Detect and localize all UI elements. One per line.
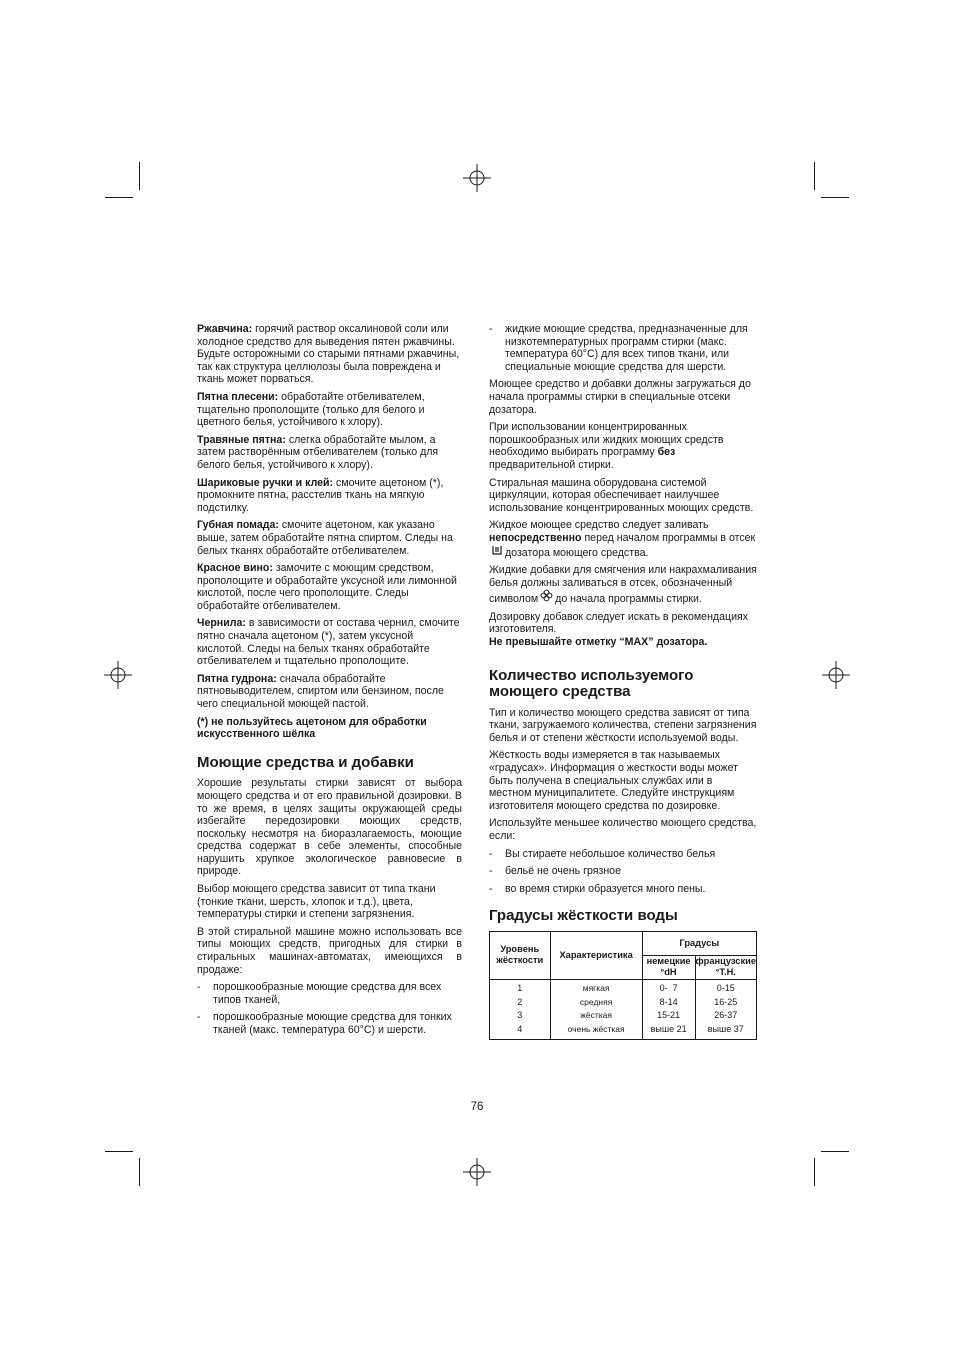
softener-flower-icon	[540, 589, 553, 602]
header-characteristic: Характеристика	[550, 931, 642, 979]
registration-mark-icon	[822, 661, 850, 689]
hardness-heading: Градусы жёсткости воды	[489, 907, 678, 925]
stain-paragraph: Губная помада: смочите ацетоном, как указано выше, затем обработайте пятна спиртом. Следы на белых тканях обработайте отбеливателем.	[197, 519, 453, 557]
detergents-paragraph: Выбор моющего средства зависит от типа ткани (тонкие ткани, шерсть, хлопок и т.д.), цвета, температуры стирки и степени загрязнения.	[197, 883, 436, 921]
load-paragraph: Моющее средство и добавки должны загружаться до начала программы стирки в специальные отсеки дозатора.	[489, 378, 751, 416]
stain-paragraph: Травяные пятна: слегка обработайте мылом, а затем растворённым отбеливателем (только для белого белья, устойчивого к хлору).	[197, 433, 439, 471]
circulation-paragraph: Стиральная машина оборудована системой циркуляции, которая обеспечивает наилучшее использование концентрированных моющих средств.	[489, 476, 754, 514]
list-item: - порошкообразные моющие средства для тонких тканей (макс. температура 60°C) и шерсти.	[197, 1011, 452, 1036]
dosage-paragraph: Дозировку добавок следует искать в рекомендациях изготовителя.	[489, 610, 749, 636]
crop-mark	[821, 197, 849, 198]
table-cell: очень жёсткая	[567, 1023, 625, 1034]
acetone-warning: (*) не пользуйтесь ацетоном для обработки искусственного шёлка	[197, 715, 427, 741]
french-cell	[695, 979, 756, 1039]
left-column	[197, 323, 462, 1042]
table-cell: жёсткая	[580, 1010, 613, 1021]
max-warning: Не превышайте отметку “MAX” дозатора.	[489, 636, 708, 649]
table-cell: 3	[517, 1010, 523, 1021]
list-item: - бельё не очень грязное	[489, 865, 621, 878]
header-level: Уровень жёсткости	[490, 931, 551, 979]
table-cell: выше 21	[650, 1023, 687, 1034]
quantity-paragraph: Используйте меньшее количество моющего средства, если:	[489, 817, 757, 842]
table-cell: 16-25	[714, 996, 738, 1007]
header-german: немецкие °dH	[642, 955, 695, 979]
stain-paragraph: Чернила: в зависимости от состава чернил, смочите пятно сначала ацетоном (*), затем уксусной кислотой. Следы на белых тканях обработайте отбеливателем и тщательно прополощите.	[197, 617, 460, 668]
quantity-paragraph: Тип и количество моющего средства зависят от типа ткани, загружаемого количества, степени загрязнения белья и от степени жёсткости используемой воды.	[489, 706, 757, 744]
main-wash-compartment-icon	[491, 545, 503, 556]
registration-mark-icon	[104, 661, 132, 689]
table-cell: средняя	[579, 996, 613, 1007]
crop-mark	[139, 162, 140, 190]
table-cell: 2	[517, 996, 523, 1007]
list-item: - порошкообразные моющие средства для всех типов тканей,	[197, 981, 442, 1006]
crop-mark	[105, 197, 133, 198]
detergents-heading: Моющие средства и добавки	[197, 753, 414, 771]
liquid-detergent-paragraph: Жидкое моющее средство следует заливать непосредственно перед началом программы в отсекдозатора моющего средства.	[489, 519, 756, 559]
stain-paragraph: Шариковые ручки и клей: смочите ацетоном (*), промокните пятна, расстелив ткань на мягкую подстилку.	[197, 476, 444, 514]
level-cell	[490, 979, 551, 1039]
table-cell: 26-37	[714, 1010, 738, 1021]
page-number: 76	[470, 1101, 484, 1113]
concentrated-paragraph: При использовании концентрированных порошкообразных или жидких моющих средств необходимо выбирать программу без предварительной стирки.	[489, 421, 724, 471]
stain-paragraph: Ржавчина: горячий раствор оксалиновой соли или холодное средство для выведения пятен ржавчины. Будьте осторожными со старыми пятнами ржавчины, так как структура целлюлозы была повреждена и ткань может порваться.	[197, 323, 460, 386]
stain-paragraph: Пятна плесени: обработайте отбеливателем, тщательно прополощите (только для белого и цветного белья, устойчивого к хлору).	[197, 390, 425, 429]
header-degrees: Градусы	[642, 931, 756, 955]
characteristic-cell	[550, 979, 642, 1039]
crop-mark	[105, 1151, 133, 1152]
list-item: - во время стирки образуется много пены.	[489, 882, 706, 895]
additives-paragraph: Жидкие добавки для смягчения или накрахмаливания белья должны заливаться в отсек, обозначенный символом до начала программы стирки.	[489, 564, 757, 606]
list-item: - Вы стираете небольшое количество белья	[489, 847, 716, 860]
list-item: - жидкие моющие средства, предназначенные для низкотемпературных программ стирки (макс. температура 60°C) для всех типов ткани, или специальные моющие средства для шерсти.	[489, 323, 748, 373]
quantity-heading: Количество используемого моющего средства	[489, 666, 694, 701]
stain-paragraph: Красное вино: замочите с моющим средством, прополощите и обработайте уксусной или лимонной кислотой, после чего прополощите. Следы обработайте отбеливателем.	[197, 562, 457, 612]
stain-paragraph: Пятна гудрона: сначала обработайте пятновыводителем, спиртом или бензином, после чего специальной моющей пастой.	[197, 672, 444, 711]
crop-mark	[139, 1158, 140, 1186]
detergents-paragraph: В этой стиральной машине можно использовать все типы моющих средств, пригодных для стирки в стиральных машинах-автоматах, имеющихся в продаже:	[197, 925, 462, 976]
table-cell: 15-21	[657, 1010, 681, 1021]
crop-mark	[814, 162, 815, 190]
german-cell	[642, 979, 695, 1039]
table-cell: 4	[517, 1023, 523, 1034]
crop-mark	[814, 1158, 815, 1186]
header-french: французские °T.H.	[695, 956, 756, 978]
table-cell: 0-15	[716, 983, 735, 994]
registration-mark-icon	[463, 1158, 491, 1186]
right-column	[489, 323, 757, 1040]
registration-mark-icon	[463, 164, 491, 192]
table-cell: 1	[517, 983, 523, 994]
crop-mark	[821, 1151, 849, 1152]
table-cell: 0- 7	[659, 983, 678, 994]
table-cell: 8-14	[659, 996, 678, 1007]
hardness-table	[489, 931, 757, 1040]
table-cell: выше 37	[707, 1023, 744, 1034]
detergents-paragraph: Хорошие результаты стирки зависят от выбора моющего средства и от его правильной дозировки. В то же время, в целях защиты окружающей среды избегайте передозировки моющих средств, поскольку несмотря на биоразлагаемость, моющие средства содержат в себе элементы, способные нарушить хрупкое экологическое равновесие в природе.	[197, 777, 462, 878]
table-cell: мягкая	[582, 983, 610, 994]
quantity-paragraph: Жёсткость воды измеряется в так называемых «градусах». Информация о жесткости воды может быть получена в специальных службах или в местном муниципалитете. Следуйте инструкциям изготовителя моющего средства по дозировке.	[489, 749, 739, 812]
